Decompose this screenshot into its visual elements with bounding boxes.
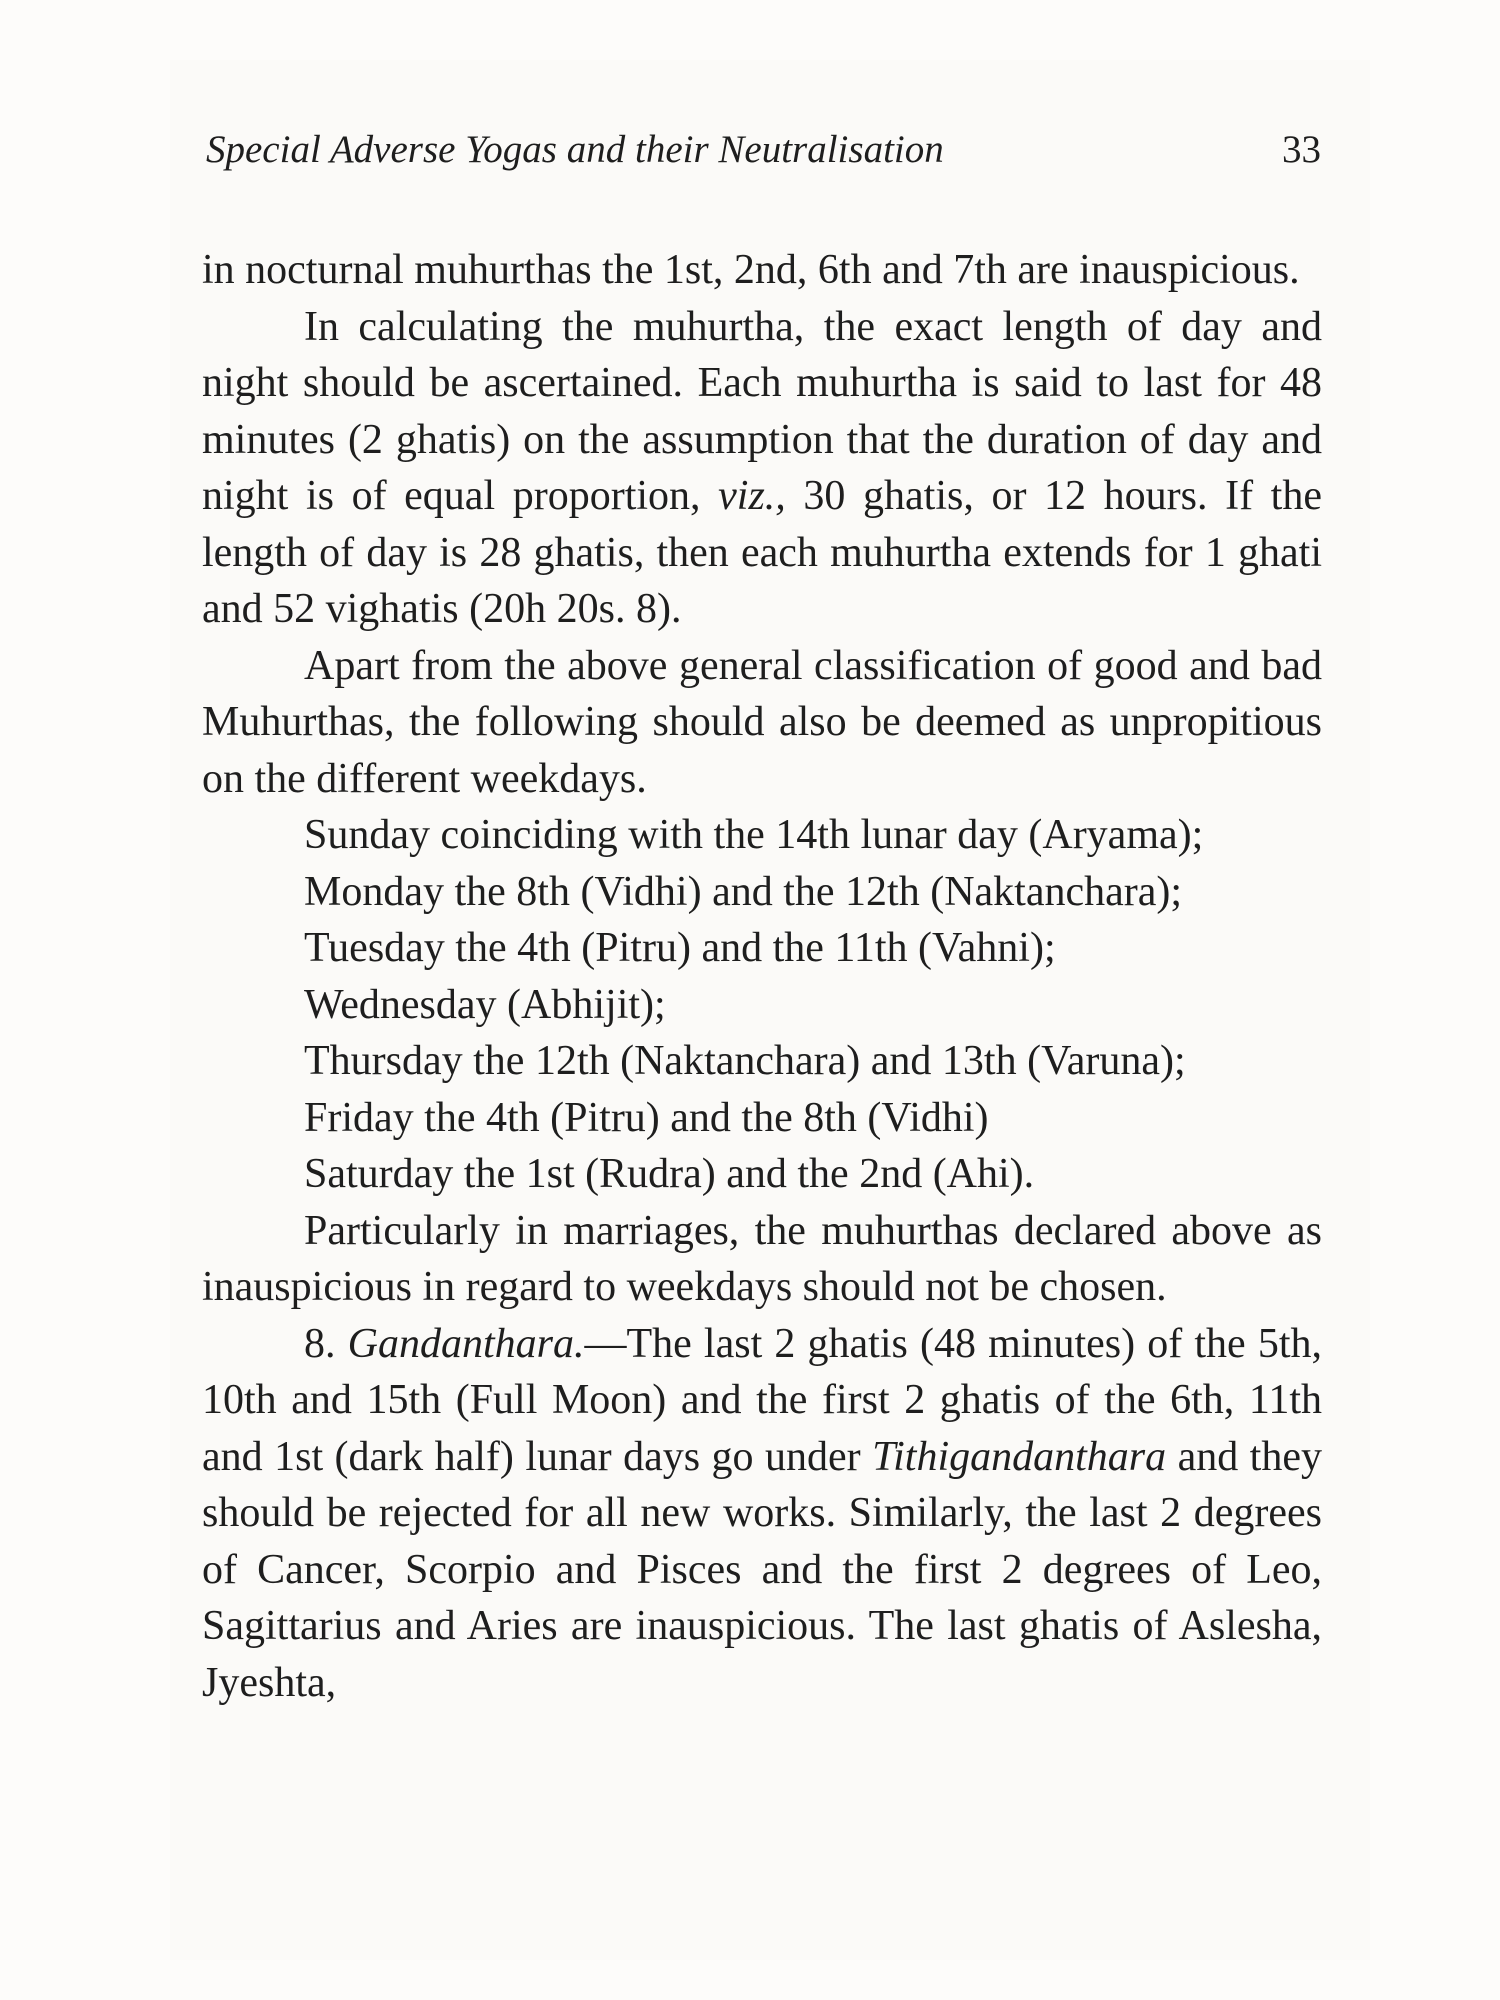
italic-term: Tithigandanthara: [872, 1433, 1167, 1480]
paragraph-text: —The last 2 ghatis (48 minutes) of the 5th, 10th and 15th (Full Moon) and the first 2 ghatis of the 6th, 11th and 1st (dark half) lunar days go under: [202, 1320, 1322, 1480]
list-item: Monday the 8th (Vidhi) and the 12th (Naktanchara);: [304, 868, 1183, 915]
weekday-list: [202, 807, 1322, 1203]
running-title: Special Adverse Yogas and their Neutralisation: [206, 128, 944, 171]
italic-term: Gandanthara.: [347, 1320, 585, 1367]
body-text: [202, 242, 1322, 1711]
paragraph-marriages: Particularly in marriages, the muhurthas declared above as inauspicious in regard to weekdays should not be chosen.: [202, 1207, 1322, 1310]
paragraph-text: 30 ghatis, or 12 hours. If the length of day is 28 ghatis, then each muhurtha extends for 1 ghati and 52 vighatis (20h 20s. 8).: [202, 473, 1322, 632]
list-item: Friday the 4th (Pitru) and the 8th (Vidhi): [304, 1094, 989, 1141]
paragraph-gandanthara: [202, 1316, 1322, 1712]
paragraph-muhurtha-length: [202, 299, 1322, 638]
list-item: Wednesday (Abhijit);: [304, 981, 666, 1028]
page-number: 33: [1282, 128, 1321, 171]
page-header: [206, 122, 1321, 182]
paragraph-classification: Apart from the above general classification of good and bad Muhurthas, the following should also be deemed as unpropitious on the different weekdays.: [202, 642, 1322, 802]
italic-term: viz.,: [718, 473, 786, 519]
list-item: Saturday the 1st (Rudra) and the 2nd (Ahi).: [304, 1151, 1035, 1197]
list-item: Sunday coinciding with the 14th lunar day (Aryama);: [304, 812, 1204, 858]
list-item: Thursday the 12th (Naktanchara) and 13th (Varuna);: [304, 1038, 1186, 1084]
paragraph-continuation: in nocturnal muhurthas the 1st, 2nd, 6th and 7th are inauspicious.: [202, 247, 1300, 293]
section-number: 8.: [304, 1320, 336, 1367]
list-item: Tuesday the 4th (Pitru) and the 11th (Vahni);: [304, 925, 1056, 971]
paragraph-text: and they should be rejected for all new works. Similarly, the last 2 degrees of Cancer, Scorpio and Pisces and the first 2 degrees of Leo, Sagittarius and Aries are inauspicious. The last ghatis of Aslesha, Jyeshta,: [202, 1433, 1322, 1706]
paragraph-text: In calculating the muhurtha, the exact length of day and night should be ascertained. Each muhurtha is said to last for 48 minutes (2 ghatis) on the assumption that the duration of day and night is of equal proportion,: [202, 303, 1322, 519]
